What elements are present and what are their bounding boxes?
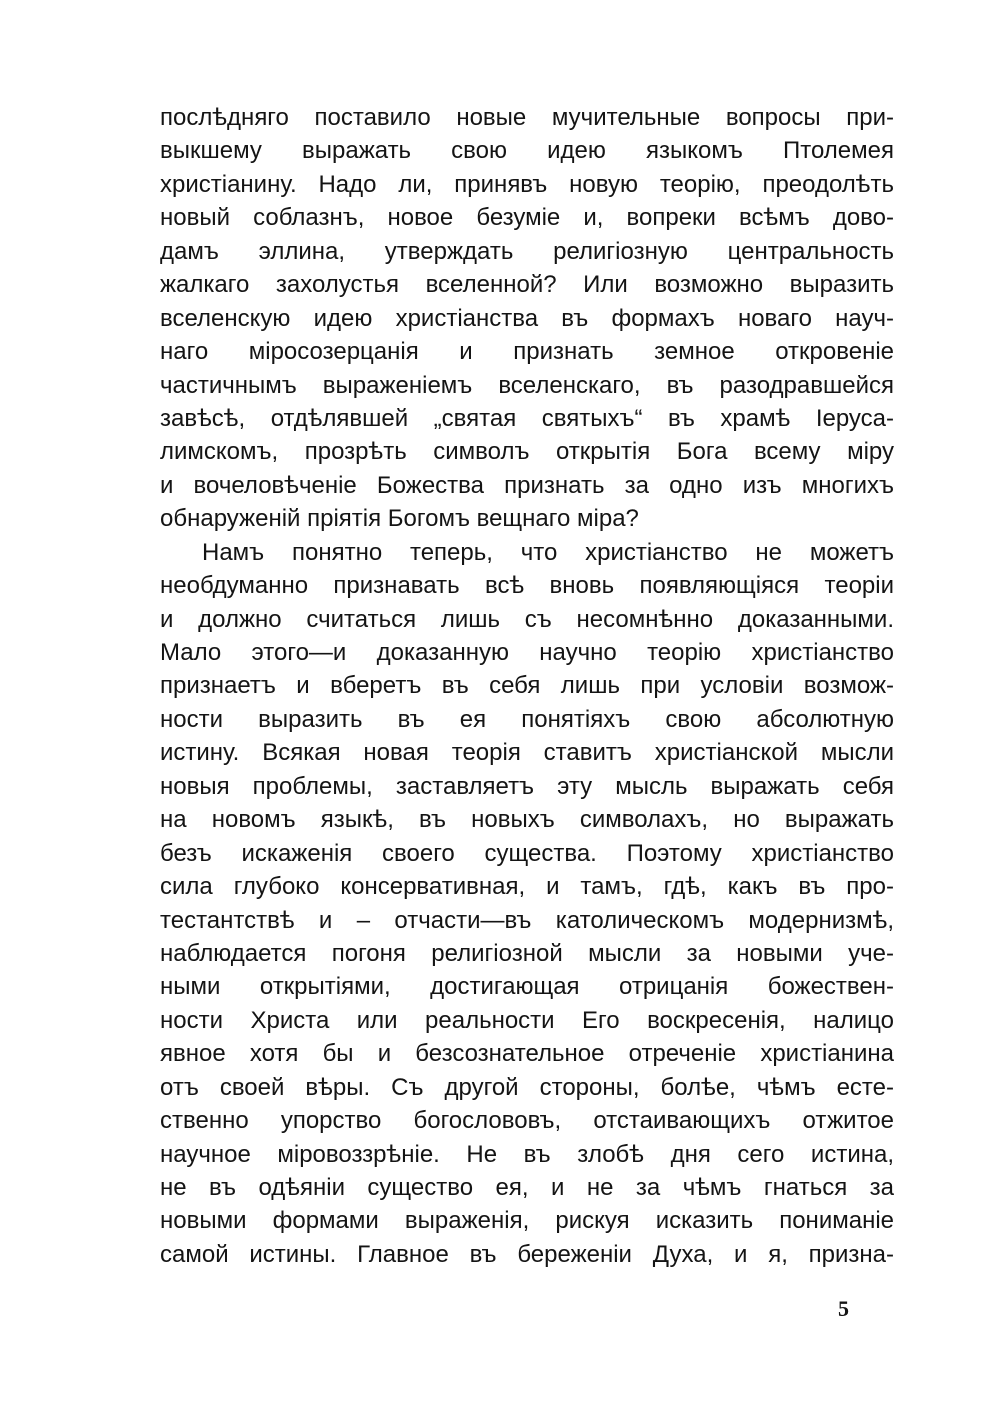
text-line: истину. Всякая новая теорія ставитъ христіанской мысли [160,739,894,767]
text-line: новый соблазнъ, новое безуміе и, вопреки всѣмъ дово- [160,204,894,232]
body-text [160,101,894,1271]
text-line: ными открытіями, достигающая отрицанія божествен- [160,973,894,1001]
text-line: частичнымъ выраженіемъ вселенскаго, въ разодравшейся [160,371,894,399]
paragraph-1 [160,101,894,536]
text-line: и вочеловѣченіе Божества признать за одно изъ многихъ [160,471,894,499]
text-line: выкшему выражать свою идею языкомъ Птолемея [160,137,894,165]
text-line: новыми формами выраженія, рискуя исказить пониманіе [160,1207,894,1235]
text-line: ности выразить въ ея понятіяхъ свою абсолютную [160,705,894,733]
text-line: наблюдается погоня религіозной мысли за новыми уче- [160,939,894,967]
text-line: Намъ понятно теперь, что христіанство не можетъ [202,538,894,566]
text-line: признаетъ и вберетъ въ себя лишь при условіи возмож- [160,672,894,700]
text-line: тестантствѣ и – отчасти—въ католическомъ модернизмѣ, [160,906,894,934]
text-line: послѣдняго поставило новые мучительные вопросы при- [160,104,894,131]
text-line: вселенскую идею христіанства въ формахъ новаго науч- [160,304,894,332]
text-line: дамъ эллина, утверждать религіозную центральность [160,237,894,265]
text-line: наго міросозерцанія и признать земное откровеніе [160,338,894,366]
text-line: на новомъ языкѣ, въ новыхъ символахъ, но выражать [160,806,894,834]
paragraph-2 [160,536,894,1272]
text-line: ности Христа или реальности Его воскресенія, налицо [160,1006,894,1034]
text-line: и должно считаться лишь съ несомнѣнно доказанными. [160,605,894,633]
text-line: новыя проблемы, заставляетъ эту мысль выражать себя [160,772,894,800]
text-line: завѣсѣ, отдѣлявшей „святая святыхъ“ въ храмѣ Іеруса- [160,404,894,432]
text-line: лимскомъ, прозрѣть символъ открытія Бога всему міру [160,438,894,466]
text-line: явное хотя бы и безсознательное отреченіе христіанина [160,1040,894,1068]
text-line: христіанину. Надо ли, принявъ новую теорію, преодолѣть [160,170,894,198]
page-number: 5 [838,1296,849,1321]
text-line: жалкаго захолустья вселенной? Или возможно выразить [160,271,894,299]
text-line: сила глубоко консервативная, и тамъ, гдѣ, какъ въ про- [160,873,894,901]
text-line: самой истины. Главное въ бережeніи Духа, и я, призна- [160,1240,894,1268]
text-line: не въ одѣяніи существо ея, и не за чѣмъ гнаться за [160,1174,894,1201]
text-line: научное міровоззрѣніе. Не въ злобѣ дня сего истина, [160,1140,894,1168]
text-line: безъ искаженія своего существа. Поэтому христіанство [160,839,894,867]
text-line: Мало этого—и доказанную научно теорію христіанство [160,639,894,666]
text-line: отъ своей вѣры. Съ другой стороны, болѣе, чѣмъ есте- [160,1073,894,1101]
text-line: необдуманно признавать всѣ вновь появляющіяся теоріи [160,572,894,600]
text-line: ственно упорство богослововъ, отстаивающихъ отжитое [160,1107,894,1135]
text-line: обнаруженій пріятія Богомъ вещнаго міра? [160,505,639,533]
